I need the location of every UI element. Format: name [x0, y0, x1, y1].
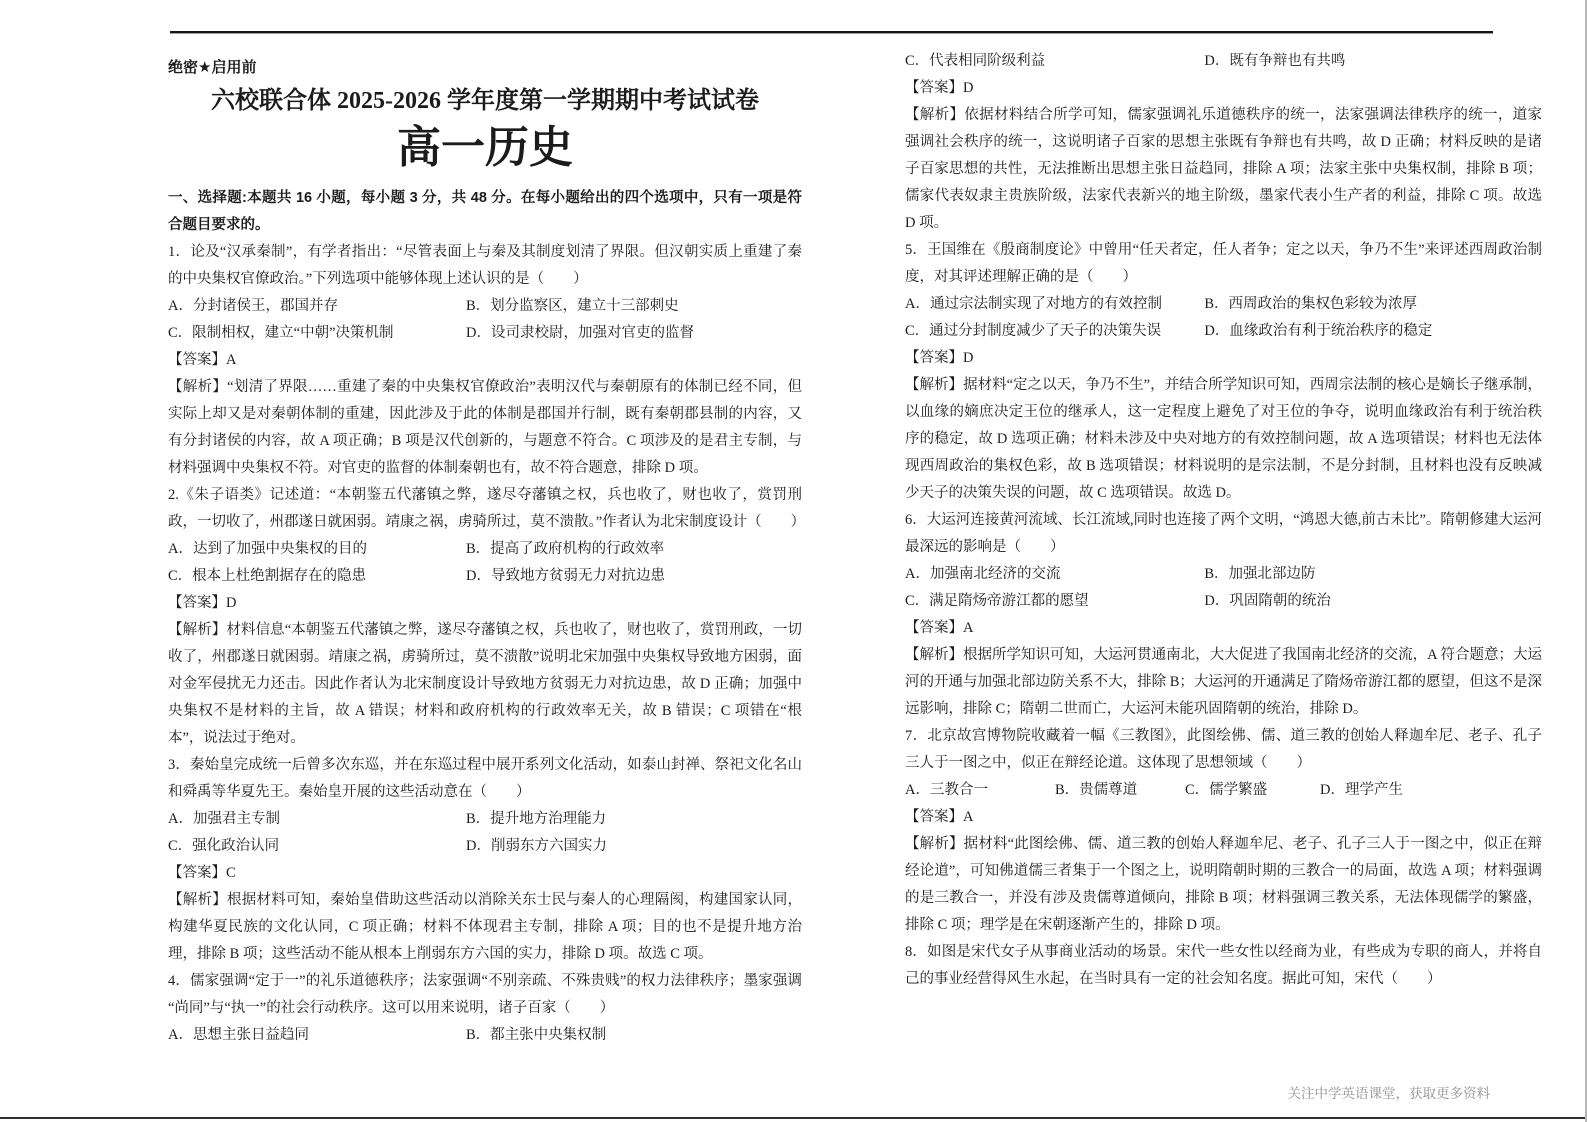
- answer-label: 【答案】: [168, 865, 226, 881]
- option-c: C．代表相同阶级利益: [905, 53, 1046, 69]
- question-stem: [905, 237, 1542, 291]
- answer-value: D: [226, 595, 237, 611]
- options-row: [905, 48, 1542, 75]
- option-a: A．通过宗法制实现了对地方的有效控制: [905, 296, 1162, 312]
- analysis-paragraph: [905, 831, 1542, 939]
- option-d: D．导致地方贫弱无力对抗边患: [465, 568, 665, 584]
- options-row: [905, 291, 1542, 318]
- option-c: C．强化政治认同: [168, 838, 280, 854]
- analysis-paragraph: [168, 374, 802, 482]
- options-row: [905, 777, 1542, 804]
- question-stem-text: 论及“汉承秦制”，有学者指出：“尽管表面上与秦及其制度划清了界限。但汉朝实质上重建了秦的中央集权官僚政治。”下列选项中能够体现上述认识的是（ ）: [168, 244, 802, 287]
- question-stem: [168, 968, 802, 1022]
- answer-label: 【答案】: [905, 809, 963, 825]
- question-stem-text: 王国维在《殷商制度论》中曾用“任天者定，任人者争；定之以天，争乃不生”来评述西周政治制度，对其评述理解正确的是（ ）: [905, 242, 1542, 285]
- subject-title: 高一历史: [397, 123, 573, 172]
- question-stem-text: 北京故宫博物院收藏着一幅《三教图》，此图绘佛、儒、道三教的创始人释迦牟尼、老子、孔子三人于一图之中，似正在辩经论道。这体现了思想领域（ ）: [905, 728, 1543, 771]
- right-column: [905, 48, 1542, 993]
- options-row: [905, 588, 1542, 615]
- options-row: [168, 1022, 802, 1049]
- answer-value: C: [226, 865, 236, 881]
- option-b: B．提高了政府机构的行政效率: [465, 541, 665, 557]
- question-block-1: [168, 239, 802, 482]
- option-d: D．设司隶校尉，加强对官吏的监督: [465, 325, 694, 341]
- option-d: D．巩固隋朝的统治: [1204, 593, 1331, 609]
- analysis-paragraph: [905, 642, 1542, 723]
- option-b: B．贵儒尊道: [1055, 782, 1138, 798]
- security-banner: 绝密★启用前: [168, 59, 257, 76]
- option-b: B．加强北部边防: [1204, 566, 1316, 582]
- options-row: [168, 563, 802, 590]
- question-block-8: [905, 939, 1542, 993]
- question-number: 1．: [168, 244, 191, 260]
- answer-line: [168, 860, 802, 887]
- question-stem-text: 儒家强调“定于一”的礼乐道德秩序；法家强调“不别亲疏、不殊贵贱”的权力法律秩序；墨家强调“尚同”与“执一”的社会行动秩序。这可以用来说明，诸子百家（ ）: [168, 973, 802, 1016]
- question-stem-text: 如图是宋代女子从事商业活动的场景。宋代一些女性以经商为业，有些成为专职的商人，并将自己的事业经营得风生水起，在当时具有一定的社会知名度。据此可知，宋代（ ）: [905, 944, 1543, 987]
- analysis-text: 依据材料结合所学可知，儒家强调礼乐道德秩序的统一，法家强调法律秩序的统一，道家强调社会秩序的统一，这说明诸子百家的思想主张既有争辩也有共鸣，故 D 正确；材料反映的是诸子百家思想的共性，无法推断出思想主张日益趋同，排除 A 项；法家主张中央集权制，排除 B 项；儒家代表奴隶主贵族阶级，法家代表新兴的地主阶级，墨家代表小生产者的利益，排除 C 项。故选 D 项。: [905, 107, 1543, 231]
- option-a: A．加强君主专制: [168, 811, 280, 827]
- question-block-5: [905, 237, 1542, 507]
- option-c: C．儒学繁盛: [1185, 782, 1268, 798]
- answer-label: 【答案】: [905, 620, 963, 636]
- question-number: 2.: [168, 487, 179, 503]
- answer-label: 【答案】: [168, 595, 226, 611]
- analysis-text: “划清了界限……重建了秦的中央集权官僚政治”表明汉代与秦朝原有的体制已经不同，但实际上却又是对秦朝体制的重建，因此涉及于此的体制是郡国并行制，既有秦朝郡县制的内容，又有分封诸侯的内容，故 A 项正确；B 项是汉代创新的，与题意不符合。C 项涉及的是君主专制，与材料强调中央集权不符。对官吏的监督的体制秦朝也有，故不符合题意，排除 D 项。: [168, 379, 802, 476]
- exam-title: 六校联合体 2025-2026 学年度第一学期期中考试试卷: [211, 88, 759, 114]
- question-stem: [905, 507, 1542, 561]
- question-number: 5．: [905, 242, 928, 258]
- analysis-text: 根据所学知识可知，大运河贯通南北，大大促进了我国南北经济的交流，A 符合题意；大运河的开通与加强北部边防关系不大，排除 B；大运河的开通满足了隋炀帝游江都的愿望，但这不是深远影响，排除 C；隋朝二世而亡，大运河未能巩固隋朝的统治，排除 D。: [905, 647, 1543, 717]
- answer-line: [905, 345, 1542, 372]
- question-stem: [905, 939, 1542, 993]
- question-stem: [905, 723, 1542, 777]
- analysis-label: 【解析】: [905, 377, 964, 393]
- analysis-paragraph: [168, 617, 802, 752]
- option-a: A．思想主张日益趋同: [168, 1027, 309, 1043]
- question-block-7: [905, 723, 1542, 939]
- option-a: A．加强南北经济的交流: [905, 566, 1061, 582]
- answer-value: A: [226, 352, 237, 368]
- answer-label: 【答案】: [905, 80, 963, 96]
- question-number: 8．: [905, 944, 928, 960]
- question-stem-text: 秦始皇完成统一后曾多次东巡，并在东巡过程中展开系列文化活动，如泰山封禅、祭祀文化名山和舜禹等华夏先王。秦始皇开展的这些活动意在（ ）: [168, 757, 803, 800]
- question-block-4-part2: [905, 48, 1542, 237]
- option-d: D．既有争辩也有共鸣: [1204, 53, 1346, 69]
- analysis-label: 【解析】: [905, 647, 964, 663]
- question-stem: [168, 752, 802, 806]
- analysis-text: 据材料“此图绘佛、儒、道三教的创始人释迦牟尼、老子、孔子三人于一图之中，似正在辩经论道”，可知佛道儒三者集于一个图之上，说明隋朝时期的三教合一的局面，故选 A 项；材料强调的是三教合一，并没有涉及贵儒尊道倾向，排除 B 项；材料强调三教关系，无法体现儒学的繁盛，排除 C 项；理学是在宋朝逐渐产生的，排除 D 项。: [905, 836, 1543, 933]
- option-b: B．提升地方治理能力: [465, 811, 607, 827]
- analysis-label: 【解析】: [168, 622, 227, 638]
- option-c: C．限制相权，建立“中朝”决策机制: [168, 325, 394, 341]
- question-block-2: [168, 482, 806, 752]
- option-a: A．分封诸侯王，郡国并存: [168, 298, 338, 314]
- header-rule: [170, 31, 1493, 34]
- option-d: D．血缘政治有利于统治秩序的稳定: [1204, 323, 1433, 339]
- question-number: 4．: [168, 973, 191, 989]
- question-stem: [168, 239, 802, 293]
- answer-value: A: [963, 620, 974, 636]
- options-row: [168, 320, 802, 347]
- analysis-label: 【解析】: [905, 836, 964, 852]
- option-a: A．达到了加强中央集权的目的: [168, 541, 367, 557]
- answer-line: [905, 75, 1542, 102]
- options-row: [905, 561, 1542, 588]
- option-b: B．划分监察区，建立十三部刺史: [465, 298, 679, 314]
- question-block-3: [168, 752, 802, 968]
- section-heading: 一、选择题:本题共 16 小题，每小题 3 分，共 48 分。在每小题给出的四个选项中，只有一项是符合题目要求的。: [168, 190, 802, 233]
- analysis-label: 【解析】: [168, 379, 228, 395]
- analysis-label: 【解析】: [905, 107, 965, 123]
- question-number: 7．: [905, 728, 928, 744]
- question-block-6: [905, 507, 1542, 723]
- answer-label: 【答案】: [905, 350, 963, 366]
- options-row: [168, 806, 802, 833]
- option-a: A．三教合一: [905, 782, 988, 798]
- answer-value: D: [963, 350, 974, 366]
- analysis-text: 据材料“定之以天，争乃不生”，并结合所学知识可知，西周宗法制的核心是嫡长子继承制，以血缘的嫡庶决定王位的继承人，这一定程度上避免了对王位的争夺，说明血缘政治有利于统治秩序的稳定，故 D 选项正确；材料未涉及中央对地方的有效控制问题，故 A 选项错误；材料也无法体现西周政治的集权色彩，故 B 选项错误；材料说明的是宗法制，不是分封制，且材料也没有反映减少天子的决策失误的问题，故 C 选项错误。故选 D。: [905, 377, 1542, 501]
- analysis-text: 根据材料可知，秦始皇借助这些活动以消除关东士民与秦人的心理隔阂，构建国家认同，构建华夏民族的文化认同，C 项正确；材料不体现君主专制，排除 A 项；目的也不是提升地方治理，排除 B 项；这些活动不能从根本上削弱东方六国的实力，排除 D 项。故选 C 项。: [168, 892, 802, 962]
- answer-value: A: [963, 809, 974, 825]
- options-row: [168, 833, 802, 860]
- page-bottom-rule: [0, 1117, 1587, 1119]
- footer-note: 关注中学英语课堂，获取更多资料: [1287, 1086, 1490, 1101]
- answer-line: [905, 615, 1542, 642]
- answer-label: 【答案】: [168, 352, 226, 368]
- question-stem-text: 大运河连接黄河流域、长江流域,同时也连接了两个文明，“鸿恩大德,前古未比”。隋朝修建大运河最深远的影响是（ ）: [905, 512, 1542, 555]
- question-number: 6．: [905, 512, 927, 528]
- left-column: [168, 55, 806, 1049]
- options-row: [168, 293, 802, 320]
- option-d: D．削弱东方六国实力: [465, 838, 607, 854]
- answer-line: [168, 347, 802, 374]
- answer-line: [168, 590, 802, 617]
- options-row: [168, 536, 802, 563]
- answer-value: D: [963, 80, 974, 96]
- question-stem: [168, 482, 806, 536]
- option-b: B．西周政治的集权色彩较为浓厚: [1204, 296, 1418, 312]
- option-d: D．理学产生: [1320, 782, 1403, 798]
- answer-line: [905, 804, 1542, 831]
- option-c: C．根本上杜绝割据存在的隐患: [168, 568, 367, 584]
- options-row: [905, 318, 1542, 345]
- analysis-paragraph: [905, 102, 1542, 237]
- question-block-4-part1: [168, 968, 802, 1049]
- analysis-text: 材料信息“本朝鉴五代藩镇之弊，遂尽夺藩镇之权，兵也收了，财也收了，赏罚刑政，一切收了，州郡遂日就困弱。靖康之祸，虏骑所过，莫不溃散”说明北宋加强中央集权导致地方困弱，面对金军侵扰无力还击。因此作者认为北宋制度设计导致地方贫弱无力对抗边患，故 D 正确；加强中央集权不是材料的主旨，故 A 错误；材料和政府机构的行政效率无关，故 B 错误；C 项错在“根本”，说法过于绝对。: [168, 622, 803, 746]
- option-b: B．都主张中央集权制: [465, 1027, 607, 1043]
- analysis-label: 【解析】: [168, 892, 227, 908]
- question-number: 3．: [168, 757, 190, 773]
- analysis-paragraph: [168, 887, 802, 968]
- option-c: C．通过分封制度减少了天子的决策失误: [905, 323, 1162, 339]
- analysis-paragraph: [905, 372, 1542, 507]
- question-stem-text: 《朱子语类》记述道：“本朝鉴五代藩镇之弊，遂尽夺藩镇之权，兵也收了，财也收了，赏罚刑政，一切收了，州郡遂日就困弱。靖康之祸，虏骑所过，莫不溃散。”作者认为北宋制度设计（ ）: [168, 487, 806, 530]
- option-c: C．满足隋炀帝游江都的愿望: [905, 593, 1089, 609]
